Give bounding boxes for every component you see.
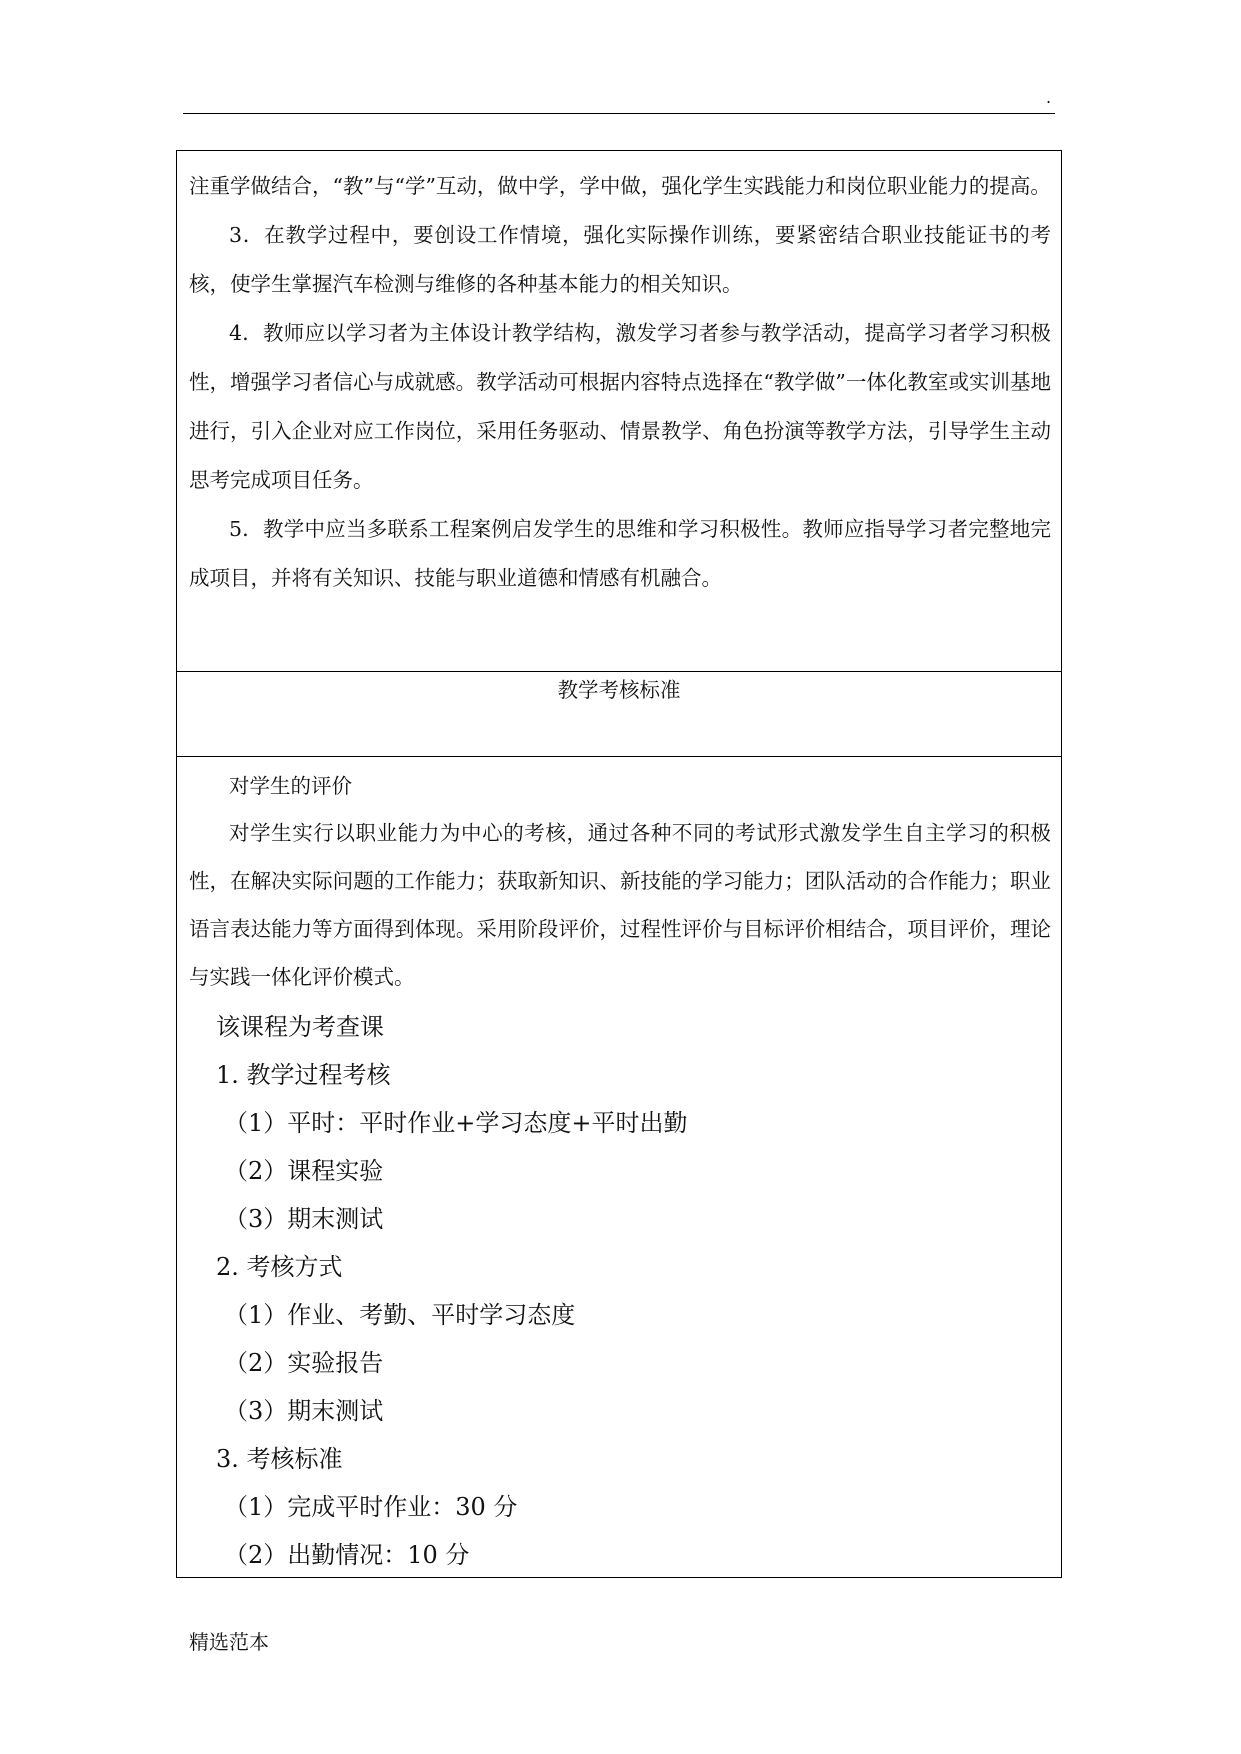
evaluation-body: 对学生实行以职业能力为中心的考核，通过各种不同的考试形式激发学生自主学习的积极性，在解决实际问题的工作能力；获取新知识、新技能的学习能力；团队活动的合作能力；职业语言表达能力等方面得到体现。采用阶段评价，过程性评价与目标评价相结合，项目评价，理论与实践一体化评价模式。 [189, 821, 1051, 989]
list-item: （3）期末测试 [224, 1205, 384, 1233]
paragraph-item-5: 5．教学中应当多联系工程案例启发学生的思维和学习积极性。教师应指导学习者完整地完成项目，并将有关知识、技能与职业道德和情感有机融合。 [189, 517, 1051, 590]
footer-text: 精选范本 [189, 1630, 269, 1654]
course-type: 该课程为考查课 [216, 1013, 384, 1041]
list-item: （1）完成平时作业：30 分 [224, 1493, 518, 1521]
assessment-cell [176, 756, 1062, 1578]
group-title: 3. 考核标准 [216, 1445, 343, 1473]
list-item: （2）出勤情况：10 分 [224, 1541, 470, 1569]
list-item: （3）期末测试 [224, 1397, 384, 1425]
section-title-cell [176, 672, 1062, 757]
teaching-requirements-cell [176, 150, 1062, 672]
group-title: 2. 考核方式 [216, 1253, 343, 1281]
section-title: 教学考核标准 [557, 678, 681, 702]
paragraph-item-4: 4．教师应以学习者为主体设计教学结构，激发学习者参与教学活动，提高学习者学习积极性，增强学习者信心与成就感。教学活动可根据内容特点选择在“教学做”一体化教室或实训基地进行，引入企业对应工作岗位，采用任务驱动、情景教学、角色扮演等教学方法，引导学生主动思考完成项目任务。 [189, 321, 1051, 492]
paragraph-item-3: 3．在教学过程中，要创设工作情境，强化实际操作训练，要紧密结合职业技能证书的考核，使学生掌握汽车检测与维修的各种基本能力的相关知识。 [189, 223, 1051, 296]
list-item: （1）作业、考勤、平时学习态度 [224, 1301, 576, 1329]
header-mark: . [1046, 88, 1052, 107]
header-rule [183, 113, 1055, 114]
list-item: （1）平时：平时作业+学习态度+平时出勤 [224, 1109, 688, 1137]
list-item: （2）课程实验 [224, 1157, 384, 1185]
list-item: （2）实验报告 [224, 1349, 384, 1377]
evaluation-heading: 对学生的评价 [229, 774, 352, 798]
paragraph-continuation: 注重学做结合，“教”与“学”互动，做中学，学中做，强化学生实践能力和岗位职业能力的提高。 [189, 174, 1051, 198]
group-title: 1. 教学过程考核 [216, 1061, 391, 1089]
